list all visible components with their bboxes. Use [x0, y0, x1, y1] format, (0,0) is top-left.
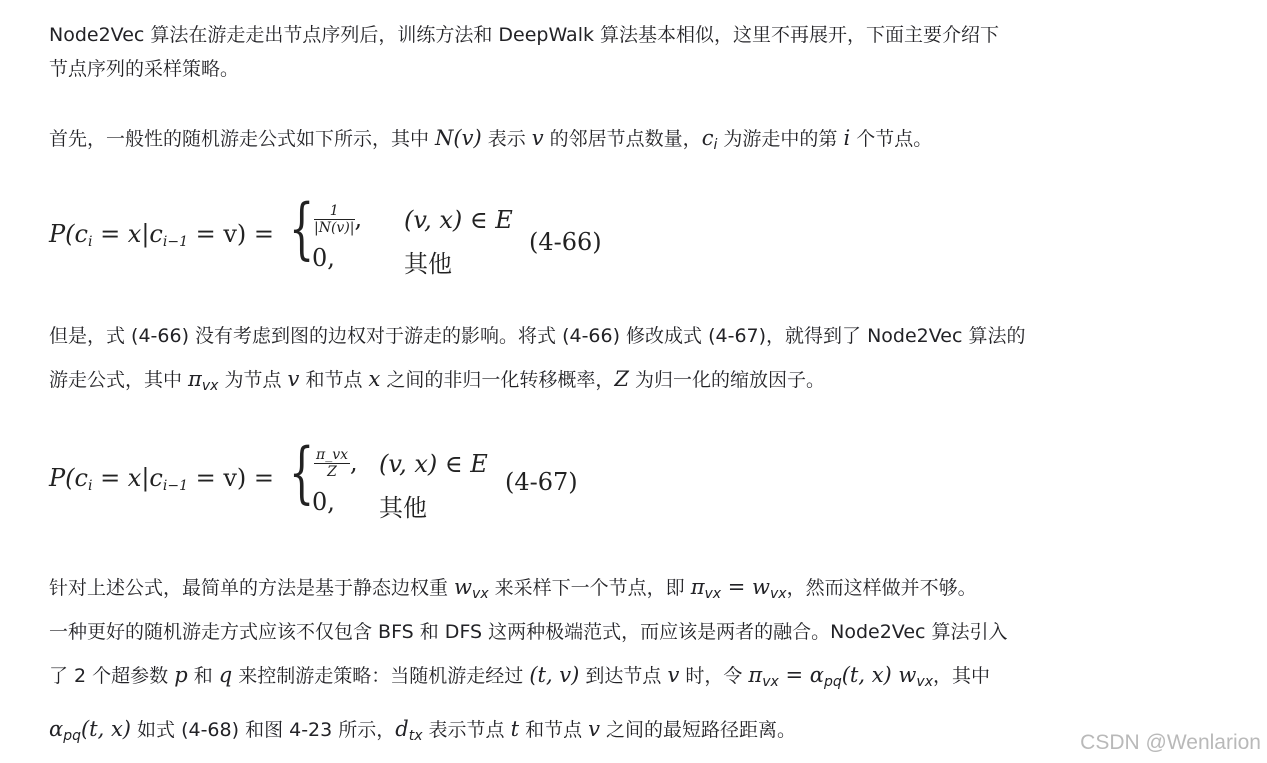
- math-t: t: [510, 717, 520, 741]
- math-v: v: [531, 126, 544, 150]
- paragraph-random-walk: [49, 124, 932, 160]
- text: 为游走中的第: [717, 128, 844, 150]
- text: 来控制游走策略：当随机游走经过: [232, 665, 530, 687]
- equation-4-67: [49, 434, 649, 524]
- math-v: v: [667, 663, 680, 687]
- math-v: v: [588, 717, 601, 741]
- text: 之间的最短路径距离。: [600, 719, 797, 741]
- math-pi: π: [748, 663, 763, 687]
- math-sub: i: [713, 137, 718, 153]
- text: 个节点。: [850, 128, 933, 150]
- text: ，其中: [932, 665, 990, 687]
- math-w: w: [454, 575, 473, 599]
- paragraph-intro-line1: Node2Vec 算法在游走走出节点序列后，训练方法和 DeepWalk 算法基本相似，这里不再展开，下面主要介绍下: [49, 24, 1000, 46]
- left-brace: {: [289, 434, 315, 511]
- frac-den: Z: [327, 464, 337, 480]
- text: 针对上述公式，最简单的方法是基于静态边权重: [49, 577, 455, 599]
- case2-condition: 其他: [379, 494, 427, 522]
- paragraph-strategy-line2: 一种更好的随机游走方式应该不仅包含 BFS 和 DFS 这两种极端范式，而应该是两者的融合。Node2Vec 算法引入: [49, 621, 1008, 643]
- math-sub: vx: [704, 586, 722, 602]
- math-tx: (t, x): [80, 717, 131, 741]
- eq-sub: i: [87, 478, 93, 494]
- text: 和节点: [299, 369, 369, 391]
- eq-part: = x|c: [92, 464, 163, 492]
- case1-condition: (v, x) ∈ E: [379, 450, 488, 478]
- math-q: q: [218, 663, 233, 687]
- comma: ,: [350, 448, 358, 477]
- text: 到达节点: [579, 665, 668, 687]
- eq-part: = v) =: [188, 220, 275, 248]
- text: ，然而这样做并不够。: [786, 577, 977, 599]
- math-d: d: [395, 717, 409, 741]
- equation-lhs: [49, 220, 274, 250]
- text: 表示节点: [422, 719, 511, 741]
- eq-part: P(c: [49, 220, 88, 248]
- text: 时，令: [679, 665, 749, 687]
- paragraph-edge-weight-line2: [49, 365, 825, 401]
- math-tv: (t, v): [529, 663, 580, 687]
- paragraph-intro-line2: 节点序列的采样策略。: [49, 58, 240, 80]
- case1-value: [314, 204, 362, 236]
- case2-condition: 其他: [404, 250, 452, 278]
- text: 和节点: [519, 719, 589, 741]
- frac-den: |N(v)|: [314, 220, 355, 236]
- text: 如式 (4-68) 和图 4-23 所示，: [131, 719, 396, 741]
- math-Z: Z: [614, 367, 629, 391]
- text: 之间的非归一化转移概率，: [380, 369, 615, 391]
- paragraph-edge-weight-line1: 但是，式 (4-66) 没有考虑到图的边权对于游走的影响。将式 (4-66) 修改成式 (4-67)，就得到了 Node2Vec 算法的: [49, 325, 1026, 347]
- math-sub: vx: [762, 674, 779, 690]
- math-eq: = α: [778, 663, 824, 687]
- case2-value: 0,: [312, 488, 335, 516]
- eq-sub: i−1: [162, 234, 188, 250]
- paragraph-strategy-line1: [49, 573, 977, 609]
- equation-lhs: [49, 464, 274, 494]
- frac-num: 1: [314, 204, 355, 220]
- math-alpha: α: [49, 717, 64, 741]
- equation-number: (4-66): [529, 228, 602, 256]
- text: 为归一化的缩放因子。: [628, 369, 826, 391]
- left-brace: {: [289, 190, 315, 267]
- math-v: v: [287, 367, 300, 391]
- text: 来采样下一个节点，即: [488, 577, 691, 599]
- math-pi: π: [188, 367, 202, 391]
- math-sub: vx: [916, 674, 933, 690]
- text: 的邻居节点数量，: [543, 128, 702, 150]
- eq-sub: i−1: [162, 478, 188, 494]
- fraction: [314, 448, 350, 480]
- paragraph-strategy-line3: [49, 661, 990, 697]
- math-sub: vx: [201, 378, 219, 394]
- math-sub: vx: [770, 586, 787, 602]
- eq-part: P(c: [49, 464, 88, 492]
- eq-sub: i: [87, 234, 93, 250]
- math-sub: vx: [472, 586, 489, 602]
- math-pi: π: [690, 575, 705, 599]
- comma: ,: [354, 204, 363, 233]
- math-p: p: [174, 663, 188, 687]
- paragraph-strategy-line4: [49, 715, 796, 751]
- case1-condition: (v, x) ∈ E: [404, 206, 513, 234]
- text: 和: [187, 665, 219, 687]
- text: 为节点: [218, 369, 288, 391]
- text: 首先，一般性的随机游走公式如下所示，其中: [49, 128, 436, 150]
- text: 了 2 个超参数: [49, 665, 175, 687]
- eq-part: = x|c: [92, 220, 163, 248]
- fraction: [314, 204, 355, 236]
- case2-value: 0,: [312, 244, 335, 272]
- math-i: i: [843, 126, 851, 150]
- math-eq: = w: [721, 575, 771, 599]
- equation-4-66: [49, 190, 649, 280]
- math-sub: pq: [823, 674, 842, 690]
- text: 表示: [481, 128, 532, 150]
- math-sub: pq: [63, 728, 81, 744]
- frac-num: π_vx: [316, 447, 349, 463]
- case1-value: [314, 448, 358, 480]
- math-sub: tx: [408, 728, 423, 744]
- eq-part: = v) =: [188, 464, 275, 492]
- math-eq: (t, x) w: [841, 663, 917, 687]
- watermark: CSDN @Wenlarion: [1080, 731, 1261, 754]
- equation-number: (4-67): [505, 468, 578, 496]
- text: 游走公式，其中: [49, 369, 189, 391]
- math-Nv: N(v): [435, 126, 482, 150]
- math-x: x: [368, 367, 381, 391]
- math-c: c: [701, 126, 714, 150]
